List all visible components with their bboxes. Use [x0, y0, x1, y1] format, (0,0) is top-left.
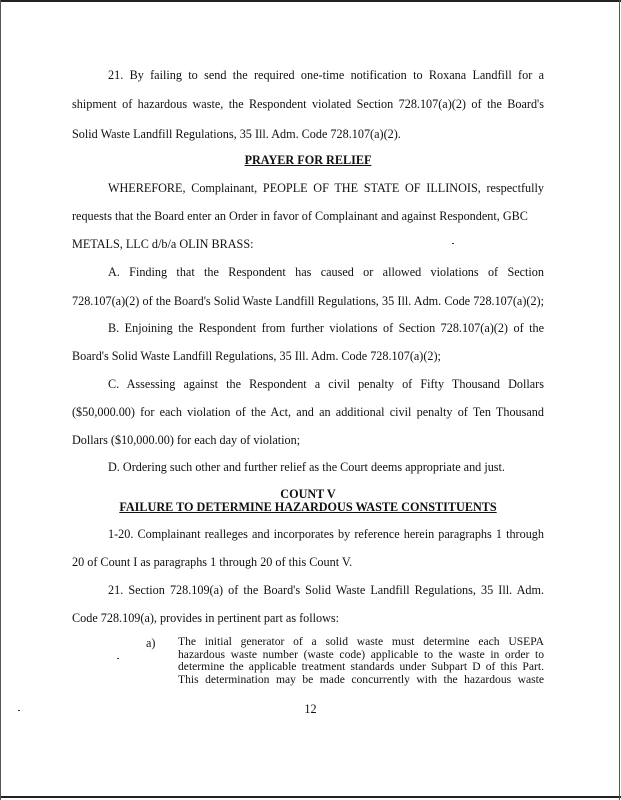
- para21-line-2: shipment of hazardous waste, the Respondent violated Section 728.107(a)(2) of the Board's: [72, 97, 544, 111]
- count-v-para-1-20-line-1: 1-20. Complainant realleges and incorporates by reference herein paragraphs 1 through: [108, 527, 544, 541]
- prayer-item-c-line-1: C. Assessing against the Respondent a civil penalty of Fifty Thousand Dollars: [108, 377, 544, 391]
- prayer-item-b-line-2: Board's Solid Waste Landfill Regulations, 35 Ill. Adm. Code 728.107(a)(2);: [72, 349, 441, 363]
- para21-line-1: 21. By failing to send the required one-time notification to Roxana Landfill for a: [108, 68, 544, 82]
- quote-line-2: hazardous waste number (waste code) applicable to the waste in order to: [178, 647, 544, 661]
- prayer-item-c-line-3: Dollars ($10,000.00) for each day of violation;: [72, 433, 301, 447]
- count-v-title: COUNT V: [280, 487, 336, 501]
- count-v-para-1-20-line-2: 20 of Count I as paragraphs 1 through 20 of this Count V.: [72, 555, 353, 569]
- scan-speck: [117, 658, 119, 659]
- prayer-item-b-line-1: B. Enjoining the Respondent from further violations of Section 728.107(a)(2) of the: [108, 321, 544, 335]
- prayer-item-d-line-1: D. Ordering such other and further relief as the Court deems appropriate and just.: [108, 460, 505, 474]
- page-bottom-edge: [0, 796, 621, 798]
- page-top-edge: [0, 0, 621, 2]
- prayer-intro-line-1: WHEREFORE, Complainant, PEOPLE OF THE STATE OF ILLINOIS, respectfully: [108, 181, 544, 195]
- page-right-edge: [619, 0, 620, 800]
- para21-line-3: Solid Waste Landfill Regulations, 35 Ill. Adm. Code 728.107(a)(2).: [72, 127, 401, 141]
- page-left-edge: [0, 0, 1, 800]
- quote-line-4: This determination may be made concurrently with the hazardous waste: [178, 672, 544, 686]
- prayer-item-a-line-2: 728.107(a)(2) of the Board's Solid Waste Landfill Regulations, 35 Ill. Adm. Code 728.107(a)(2);: [72, 294, 544, 308]
- count-v-subtitle: FAILURE TO DETERMINE HAZARDOUS WASTE CONSTITUENTS: [119, 500, 497, 514]
- scan-speck: [452, 243, 454, 244]
- block-quote: [178, 636, 544, 686]
- quote-line-3: determine the applicable treatment standards under Subpart D of this Part.: [178, 660, 544, 673]
- prayer-intro-line-3: METALS, LLC d/b/a OLIN BRASS:: [72, 237, 254, 251]
- scan-speck: [18, 710, 20, 711]
- quote-label: a): [146, 636, 156, 650]
- count-v-para-21-line-2: Code 728.109(a), provides in pertinent part as follows:: [72, 611, 340, 625]
- page-number: 12: [304, 702, 317, 716]
- prayer-item-a-line-1: A. Finding that the Respondent has caused or allowed violations of Section: [108, 265, 544, 279]
- count-v-para-21-line-1: 21. Section 728.109(a) of the Board's Solid Waste Landfill Regulations, 35 Ill. Adm.: [108, 583, 544, 597]
- quote-line-1: The initial generator of a solid waste must determine each USEPA: [178, 635, 544, 648]
- prayer-heading: PRAYER FOR RELIEF: [244, 153, 372, 167]
- prayer-intro-line-2: requests that the Board enter an Order in favor of Complainant and against Respondent, GBC: [72, 209, 528, 223]
- prayer-item-c-line-2: ($50,000.00) for each violation of the Act, and an additional civil penalty of Ten Thousand: [72, 405, 544, 419]
